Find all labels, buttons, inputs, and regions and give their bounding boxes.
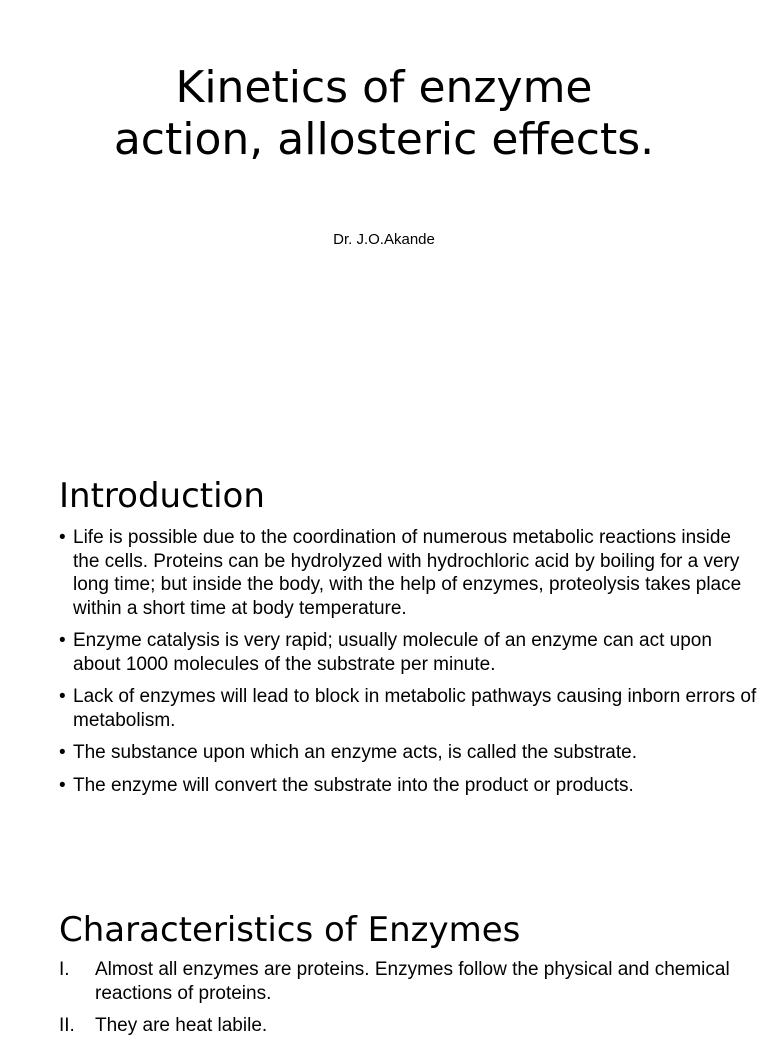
bullet-text: Life is possible due to the coordination of numerous metabolic reactions inside the cells. Proteins can be hydrolyzed with hydrochloric acid by boiling for a very long time; but inside the body, with the help of enzymes, proteolysis takes place within a short time at body temperature.	[73, 527, 742, 619]
bullet-text: The substance upon which an enzyme acts, is called the substrate.	[73, 742, 637, 763]
bullet-text: The enzyme will convert the substrate into the product or products.	[73, 774, 634, 796]
list-item-text: Almost all enzymes are proteins. Enzymes follow the physical and chemical reactions of proteins.	[95, 959, 730, 1004]
bullet-icon: •	[59, 742, 66, 763]
list-item	[59, 741, 759, 765]
slide-title: Kinetics of enzyme action, allosteric effects.	[113, 62, 655, 165]
characteristics-list	[59, 958, 739, 1047]
slide-author: Dr. J.O.Akande	[333, 231, 435, 248]
list-item	[59, 958, 739, 1005]
list-item-text: They are heat labile.	[95, 1015, 268, 1036]
characteristics-slide	[0, 882, 768, 1036]
list-item	[59, 629, 759, 676]
bullet-text: Lack of enzymes will lead to block in metabolic pathways causing inborn errors of metabolism.	[73, 686, 757, 731]
introduction-slide	[0, 446, 768, 876]
list-item	[59, 1014, 739, 1038]
list-number: II.	[59, 1015, 75, 1036]
bullet-icon: •	[59, 686, 66, 707]
list-item	[59, 774, 759, 798]
list-item	[59, 526, 759, 620]
list-number: I.	[59, 959, 70, 980]
title-slide	[0, 0, 768, 440]
bullet-icon: •	[59, 527, 66, 548]
introduction-bullet-list	[59, 526, 759, 806]
bullet-icon: •	[59, 774, 66, 796]
characteristics-heading: Characteristics of Enzymes	[59, 910, 521, 950]
bullet-icon: •	[59, 630, 66, 651]
bullet-text: Enzyme catalysis is very rapid; usually molecule of an enzyme can act upon about 1000 molecules of the substrate per minute.	[73, 630, 712, 675]
introduction-heading: Introduction	[59, 476, 265, 516]
list-item	[59, 685, 759, 732]
